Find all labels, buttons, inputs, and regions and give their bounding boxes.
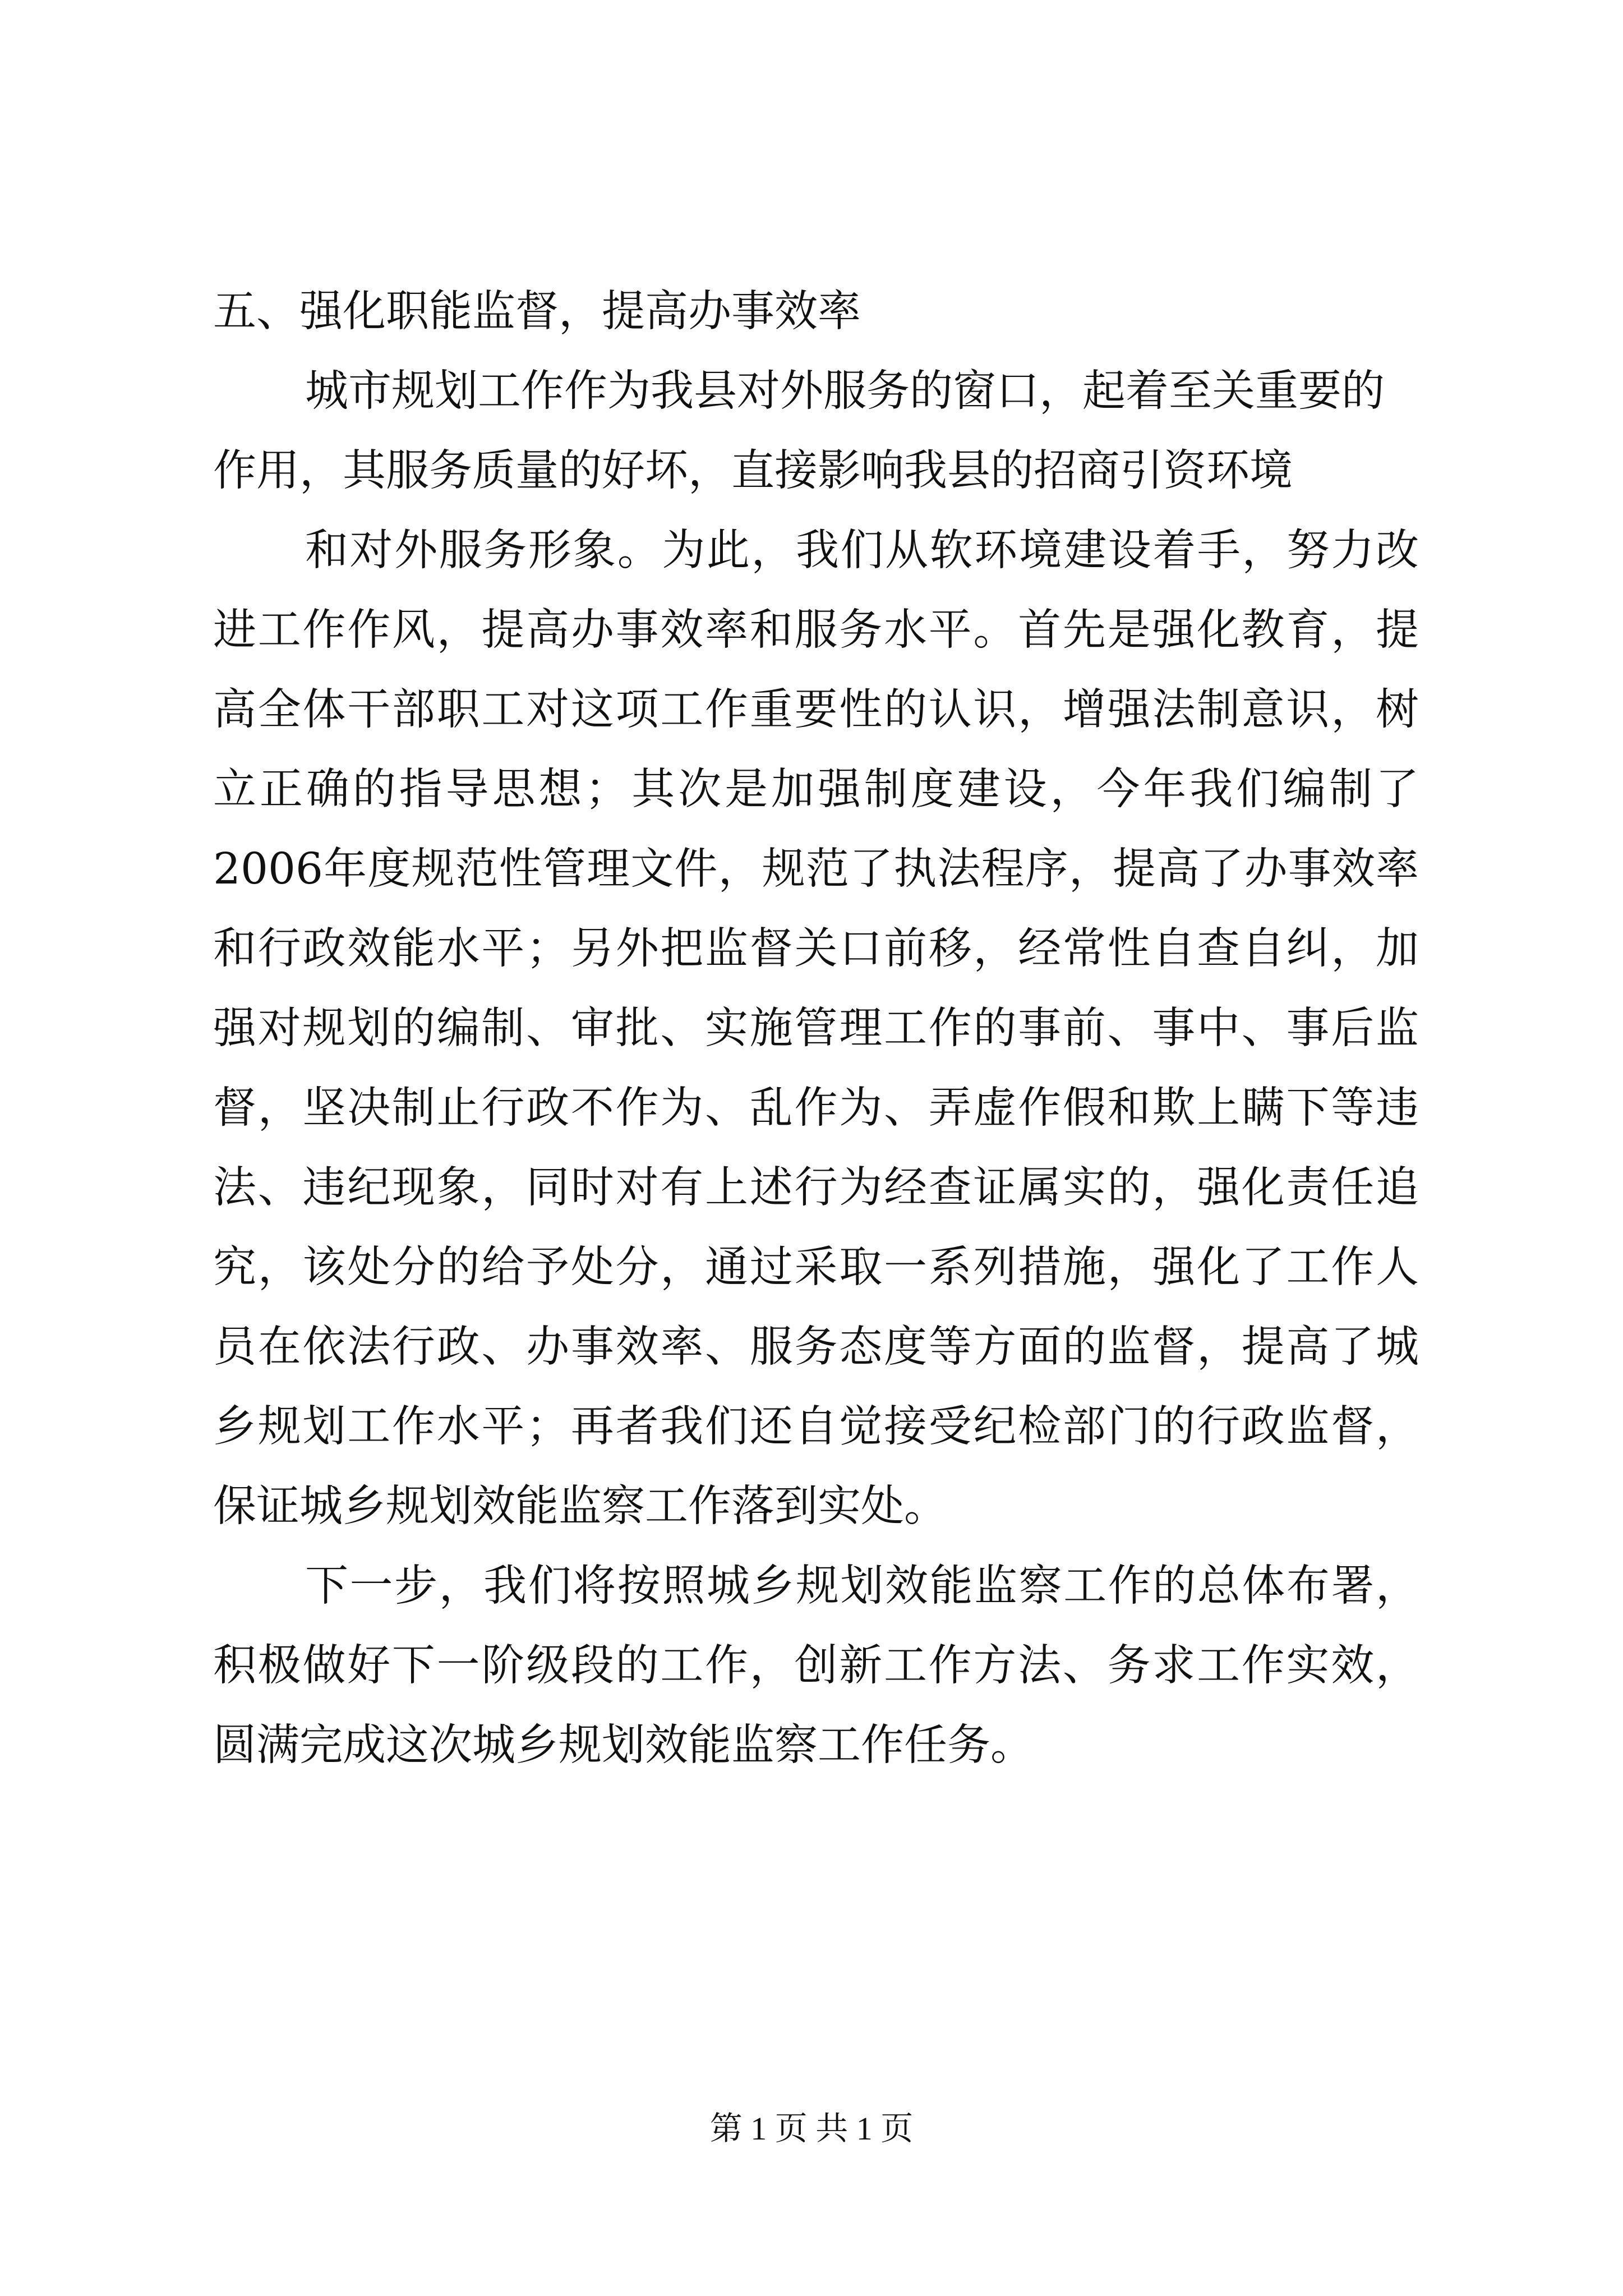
section-heading: 五、强化职能监督，提高办事效率 bbox=[213, 287, 861, 337]
paragraph-1: 城市规划工作作为我县对外服务的窗口，起着至关重要的作用，其服务质量的好坏，直接影响我县的招商引资环境 bbox=[213, 366, 1385, 496]
page-number-footer: 第 1 页 共 1 页 bbox=[709, 2110, 914, 2147]
document-body bbox=[213, 272, 1419, 1786]
paragraph-2: 和对外服务形象。为此，我们从软环境建设着手，努力改进工作作风，提高办事效率和服务水平。首先是强化教育，提高全体干部职工对这项工作重要性的认识，增强法制意识，树立正确的指导思想；其次是加强制度建设，今年我们编制了2006年度规范性管理文件，规范了执法程序，提高了办事效率和行政效能水平；另外把监督关口前移，经常性自查自纠，加强对规划的编制、审批、实施管理工作的事前、事中、事后监督，坚决制止行政不作为、乱作为、弄虚作假和欺上瞒下等违法、违纪现象，同时对有上述行为经查证属实的，强化责任追究，该处分的给予处分，通过采取一系列措施，强化了工作人员在依法行政、办事效率、服务态度等方面的监督，提高了城乡规划工作水平；再者我们还自觉接受纪检部门的行政监督，保证城乡规划效能监察工作落到实处。 bbox=[213, 526, 1419, 1531]
paragraph-3: 下一步，我们将按照城乡规划效能监察工作的总体布署，积极做好下一阶级段的工作，创新工作方法、务求工作实效，圆满完成这次城乡规划效能监察工作任务。 bbox=[213, 1561, 1419, 1770]
